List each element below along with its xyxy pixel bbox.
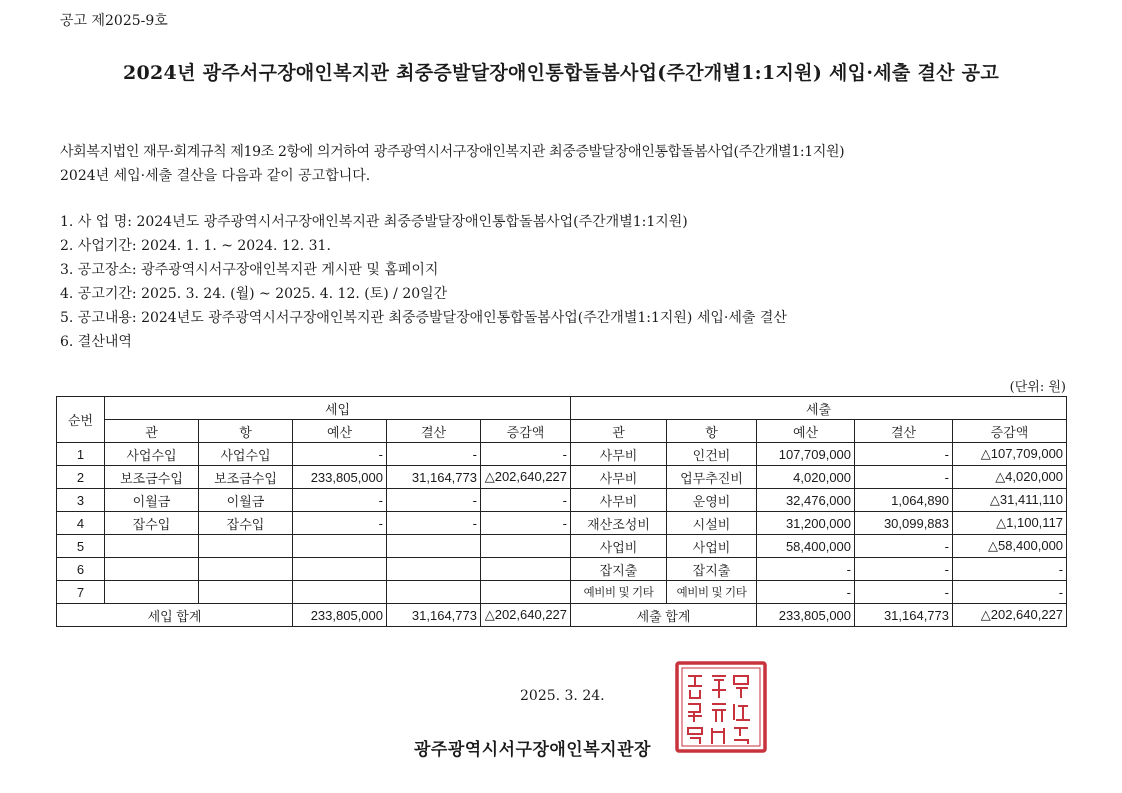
revenue-diff: △202,640,227 <box>481 466 571 489</box>
expense-settled: - <box>855 535 953 558</box>
expense-gwan: 재산조성비 <box>571 512 667 535</box>
header-expense: 세출 <box>571 397 1067 420</box>
table-row <box>57 489 1067 512</box>
revenue-hang <box>199 558 293 581</box>
expense-settled: - <box>855 581 953 604</box>
table-row <box>57 558 1067 581</box>
header-exp-settled: 결산 <box>855 420 953 443</box>
revenue-settled: 31,164,773 <box>387 466 481 489</box>
revenue-gwan <box>105 535 199 558</box>
expense-gwan: 사무비 <box>571 489 667 512</box>
revenue-budget: - <box>293 512 387 535</box>
expense-total-budget: 233,805,000 <box>757 604 855 627</box>
revenue-hang: 이월금 <box>199 489 293 512</box>
row-number: 1 <box>57 443 105 466</box>
expense-budget: - <box>757 581 855 604</box>
notice-item-posting-place: 3. 공고장소: 광주광역시서구장애인복지관 게시판 및 홈페이지 <box>60 262 439 278</box>
revenue-hang: 잡수입 <box>199 512 293 535</box>
expense-diff: △107,709,000 <box>953 443 1067 466</box>
expense-gwan: 사업비 <box>571 535 667 558</box>
header-revenue: 세입 <box>105 397 571 420</box>
table-row <box>57 512 1067 535</box>
notice-item-settlement: 6. 결산내역 <box>60 334 132 350</box>
row-number: 2 <box>57 466 105 489</box>
header-exp-hang: 항 <box>667 420 757 443</box>
revenue-total-diff: △202,640,227 <box>481 604 571 627</box>
header-sequence: 순번 <box>57 397 105 443</box>
expense-budget: - <box>757 558 855 581</box>
revenue-gwan: 이월금 <box>105 489 199 512</box>
revenue-diff: - <box>481 512 571 535</box>
expense-hang: 잡지출 <box>667 558 757 581</box>
notice-date: 2025. 3. 24. <box>520 688 605 704</box>
expense-gwan: 잡지출 <box>571 558 667 581</box>
expense-budget: 31,200,000 <box>757 512 855 535</box>
expense-hang: 시설비 <box>667 512 757 535</box>
notice-item-posting-period: 4. 공고기간: 2025. 3. 24. (월) ~ 2025. 4. 12. (토) / 20일간 <box>60 286 448 302</box>
issuer-name: 광주광역시서구장애인복지관장 <box>414 740 651 760</box>
unit-label: (단위: 원) <box>1009 380 1066 395</box>
expense-budget: 32,476,000 <box>757 489 855 512</box>
notice-items-list <box>60 210 1070 354</box>
expense-gwan: 예비비 및 기타 <box>571 581 667 604</box>
revenue-hang: 보조금수입 <box>199 466 293 489</box>
table-subheader-row <box>57 420 1067 443</box>
revenue-gwan: 사업수입 <box>105 443 199 466</box>
expense-settled: - <box>855 443 953 466</box>
revenue-hang <box>199 535 293 558</box>
table-row <box>57 466 1067 489</box>
revenue-diff <box>481 558 571 581</box>
revenue-gwan: 잡수입 <box>105 512 199 535</box>
notice-item-project-name: 1. 사 업 명: 2024년도 광주광역시서구장애인복지관 최중증발달장애인통합돌봄사업(주간개별1:1지원) <box>60 214 688 230</box>
revenue-settled: - <box>387 443 481 466</box>
expense-diff: △31,411,110 <box>953 489 1067 512</box>
official-seal-stamp <box>674 660 768 754</box>
revenue-settled: - <box>387 512 481 535</box>
row-number: 6 <box>57 558 105 581</box>
revenue-budget: - <box>293 489 387 512</box>
expense-budget: 107,709,000 <box>757 443 855 466</box>
expense-settled: 30,099,883 <box>855 512 953 535</box>
revenue-diff: - <box>481 489 571 512</box>
header-rev-diff: 증감액 <box>481 420 571 443</box>
revenue-settled <box>387 581 481 604</box>
expense-hang: 예비비 및 기타 <box>667 581 757 604</box>
row-number: 5 <box>57 535 105 558</box>
revenue-settled <box>387 535 481 558</box>
revenue-diff: - <box>481 443 571 466</box>
expense-diff: - <box>953 581 1067 604</box>
expense-budget: 58,400,000 <box>757 535 855 558</box>
revenue-hang <box>199 581 293 604</box>
document-title: 2024년 광주서구장애인복지관 최중증발달장애인통합돌봄사업(주간개별1:1지원) 세입·세출 결산 공고 <box>122 62 999 84</box>
row-number: 3 <box>57 489 105 512</box>
intro-line-2: 2024년 세입·세출 결산을 다음과 같이 공고합니다. <box>60 168 371 184</box>
header-rev-settled: 결산 <box>387 420 481 443</box>
expense-hang: 업무추진비 <box>667 466 757 489</box>
notice-item-content: 5. 공고내용: 2024년도 광주광역시서구장애인복지관 최중증발달장애인통합돌봄사업(주간개별1:1지원) 세입·세출 결산 <box>60 310 787 326</box>
expense-diff: △58,400,000 <box>953 535 1067 558</box>
expense-gwan: 사무비 <box>571 466 667 489</box>
intro-line-1: 사회복지법인 재무·회계규칙 제19조 2항에 의거하여 광주광역시서구장애인복지관 최중증발달장애인통합돌봄사업(주간개별1:1지원) <box>60 144 845 160</box>
revenue-diff <box>481 535 571 558</box>
table-row <box>57 581 1067 604</box>
revenue-settled: - <box>387 489 481 512</box>
header-rev-gwan: 관 <box>105 420 199 443</box>
intro-paragraph <box>60 140 1070 188</box>
revenue-budget <box>293 581 387 604</box>
header-exp-budget: 예산 <box>757 420 855 443</box>
expense-budget: 4,020,000 <box>757 466 855 489</box>
table-row <box>57 443 1067 466</box>
expense-hang: 사업비 <box>667 535 757 558</box>
revenue-gwan <box>105 558 199 581</box>
expense-gwan: 사무비 <box>571 443 667 466</box>
expense-diff: △1,100,117 <box>953 512 1067 535</box>
expense-total-label: 세출 합계 <box>571 604 757 627</box>
table-row <box>57 535 1067 558</box>
header-exp-gwan: 관 <box>571 420 667 443</box>
notice-number: 공고 제2025-9호 <box>60 13 168 29</box>
revenue-total-settled: 31,164,773 <box>387 604 481 627</box>
row-number: 7 <box>57 581 105 604</box>
revenue-hang: 사업수입 <box>199 443 293 466</box>
settlement-table <box>56 396 1067 627</box>
revenue-budget <box>293 558 387 581</box>
revenue-diff <box>481 581 571 604</box>
header-rev-hang: 항 <box>199 420 293 443</box>
expense-total-diff: △202,640,227 <box>953 604 1067 627</box>
expense-settled: 1,064,890 <box>855 489 953 512</box>
table-header-row <box>57 397 1067 420</box>
notice-item-project-period: 2. 사업기간: 2024. 1. 1. ~ 2024. 12. 31. <box>60 238 331 254</box>
expense-hang: 인건비 <box>667 443 757 466</box>
revenue-budget: 233,805,000 <box>293 466 387 489</box>
revenue-gwan <box>105 581 199 604</box>
expense-settled: - <box>855 558 953 581</box>
row-number: 4 <box>57 512 105 535</box>
header-rev-budget: 예산 <box>293 420 387 443</box>
revenue-settled <box>387 558 481 581</box>
revenue-gwan: 보조금수입 <box>105 466 199 489</box>
expense-diff: - <box>953 558 1067 581</box>
revenue-total-budget: 233,805,000 <box>293 604 387 627</box>
expense-total-settled: 31,164,773 <box>855 604 953 627</box>
expense-hang: 운영비 <box>667 489 757 512</box>
header-exp-diff: 증감액 <box>953 420 1067 443</box>
table-total-row <box>57 604 1067 627</box>
revenue-budget <box>293 535 387 558</box>
expense-diff: △4,020,000 <box>953 466 1067 489</box>
expense-settled: - <box>855 466 953 489</box>
revenue-total-label: 세입 합계 <box>57 604 293 627</box>
revenue-budget: - <box>293 443 387 466</box>
